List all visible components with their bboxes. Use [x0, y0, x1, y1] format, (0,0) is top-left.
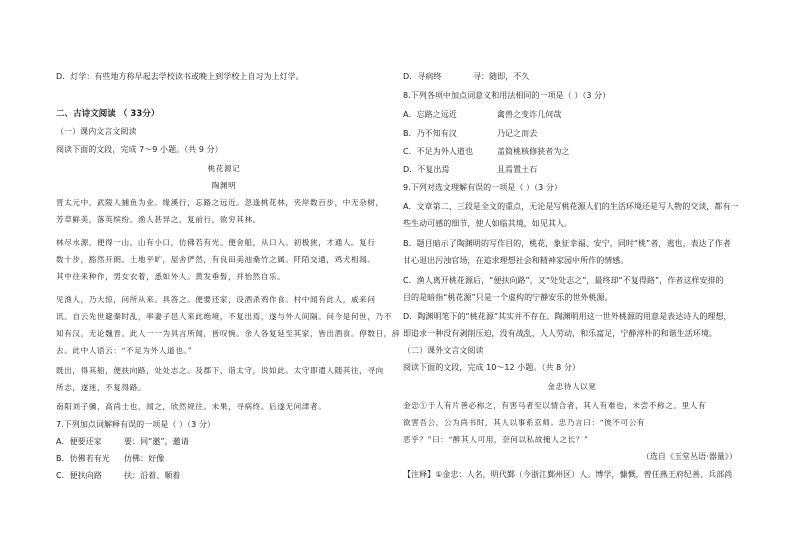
- q8-option-b: B．乃不知有汉: [403, 129, 457, 138]
- passage2-title: 金忠待人以宽: [547, 382, 597, 391]
- q9-line: 即追求一种没有剥削压迫，没有战乱，人人劳动，和乐富足，宁静淳朴的和谐生活环境。: [403, 329, 717, 338]
- q8-option-c: C．不足为外人道也: [403, 147, 474, 156]
- section2-title: 二、古诗文阅读 （ 33分）: [56, 109, 160, 119]
- passage-line: 数十步，豁然开朗。土地平旷，屋舍俨然，有良田美池桑竹之属。阡陌交通，鸡犬相闻。: [56, 255, 376, 264]
- q7-option-c: C．便扶向路: [56, 471, 102, 480]
- passage-line: 晋太元中，武陵人捕鱼为业。缘溪行，忘路之远近。忽逢桃花林，夹岸数百步，中无杂树，: [56, 198, 384, 207]
- passage-line: 芳草鲜美，落英缤纷。渔人甚异之，复前行，欲穷其林。: [56, 215, 261, 224]
- passage-line: 见渔人，乃大惊，问所从来。具答之。便要还家，设酒杀鸡作食。村中闻有此人，咸来问: [56, 295, 376, 304]
- passage-line: 去。此中人语云：“不足为外人道也。”: [56, 346, 193, 355]
- passage2-line: 欲害吾公，公为尚书时，其人以事系京师。忠乃言曰：“彼不可公有: [403, 418, 646, 427]
- q9-line: 目的是暗指“桃花源”只是一个虚构的宁静安乐的世外桃源。: [403, 293, 613, 302]
- q7-option-d-gloss: 寻：随即，不久: [473, 72, 530, 81]
- passage2-source: （选自《玉堂丛语·器量》）: [641, 452, 737, 461]
- q9-line: A．文章第二、三段是全文的重点，无论是写桃花源人们的生活环境还是写人物的交谈，都有一: [403, 202, 739, 211]
- q9-line: C．渔人离开桃花源后，“便扶向路”，又“处处志之”，最终却“不复得路”，作者这样安排的: [403, 276, 724, 285]
- q7-option-d: D．寻病终: [403, 72, 442, 81]
- q8-option-c-compare: 盖简桃核修狭者为之: [497, 147, 570, 156]
- passage-line: 知有汉，无论魏晋。此人一一为具言所闻，皆叹惋。余人各复延至其家，皆出酒食。停数日，辞: [56, 329, 401, 338]
- passage-author: 陶渊明: [211, 181, 237, 190]
- q8-option-b-compare: 乃记之而去: [497, 129, 538, 138]
- question-8: 8.下列各项中加点词意义和用法相同的一项是（ ）（3 分）: [403, 91, 611, 100]
- q9-line: B．题目暗示了陶渊明的写作目的，桃花，象征幸福、安宁，同时“桃”者，逃也，表达了作者: [403, 239, 731, 248]
- q9-line: 甘心退出污浊官场，在追求理想社会和精神家园中所作的情感。: [403, 256, 629, 265]
- q9-line: 些生动可感的细节，使人如临其境，如见其人。: [403, 219, 573, 228]
- q8-option-d-compare: 且焉置土石: [497, 165, 538, 174]
- option-word: A．便要还家: [56, 437, 102, 446]
- instruction-2: 阅读下面的文段，完成 10～12 小题。（共 8 分）: [403, 363, 580, 372]
- question-9: 9.下列对选文理解有误的一项是（ ）（3 分）: [403, 183, 562, 192]
- passage2-line: 金忠①于人有片善必称之，有害马者至以情合者，其人有难也，未尝不称之。里人有: [403, 401, 707, 410]
- subsection1-title: （一）课内文言文阅读: [56, 127, 137, 136]
- q7-option-b-gloss: 仿佛：好像: [124, 454, 165, 463]
- passage-line: 其中往来种作，男女衣着，悉如外人。黄发垂髫，并怡然自乐。: [56, 272, 286, 281]
- instruction: 阅读下面的文段，完成 7～9 小题。（共 9 分）: [56, 145, 223, 154]
- passage-line: 所志，遂迷，不复得路。: [56, 383, 147, 392]
- q8-option-a-compare: 禽兽之变诈几何哉: [497, 110, 562, 119]
- question-7: 7.下列加点词解释有误的一项是（ ）（3 分）: [56, 420, 215, 429]
- q8-option-d: D．不复出焉: [403, 165, 450, 174]
- passage-line: 南阳刘子骥，高尚士也，闻之，欣然规往。未果，寻病终。后遂无问津者。: [56, 402, 327, 411]
- annotation-note: 【注释】①金忠：人名，明代鄞（今浙江鄞州区）人。博学，慷慨，曾任燕王府纪善、兵部尚: [403, 470, 733, 479]
- q7-option-c-gloss: 扶：沿着、顺着: [124, 471, 181, 480]
- q7-option-a: [56, 437, 102, 447]
- q7-option-a-gloss: 要：同“邀”，邀请: [124, 437, 189, 446]
- q7-option-b: B．仿佛若有光: [56, 454, 110, 463]
- passage-line: 既出，得其船，便扶向路，处处志之。及郡下，诣太守，说如此。太守即遣人随其往，寻向: [56, 366, 384, 375]
- subsection2-title: （二）课外文言文阅读: [403, 346, 484, 355]
- passage2-line: 恶乎？”曰：“醉其人可用，奈何以私故掩人之长？”: [403, 435, 589, 444]
- q8-option-a: A．忘路之远近: [403, 110, 457, 119]
- q6-option-d: D．灯学：有些地方称早起去学校读书或晚上到学校上自习为上灯学。: [56, 72, 304, 81]
- passage-line: 讯。自云先世避秦时乱，率妻子邑人来此绝境，不复出焉，遂与外人间隔。问今是何世，乃不: [56, 312, 392, 321]
- passage-title: 桃花源记: [207, 164, 241, 173]
- passage-line: 林尽水源，便得一山，山有小口，仿佛若有光。便舍船，从口入。初极狭，才通人。复行: [56, 238, 376, 247]
- q9-line: D．陶渊明笔下的“桃花源”其实并不存在。陶渊明用这一世外桃源的用意是表达诗人的理想，: [403, 312, 732, 321]
